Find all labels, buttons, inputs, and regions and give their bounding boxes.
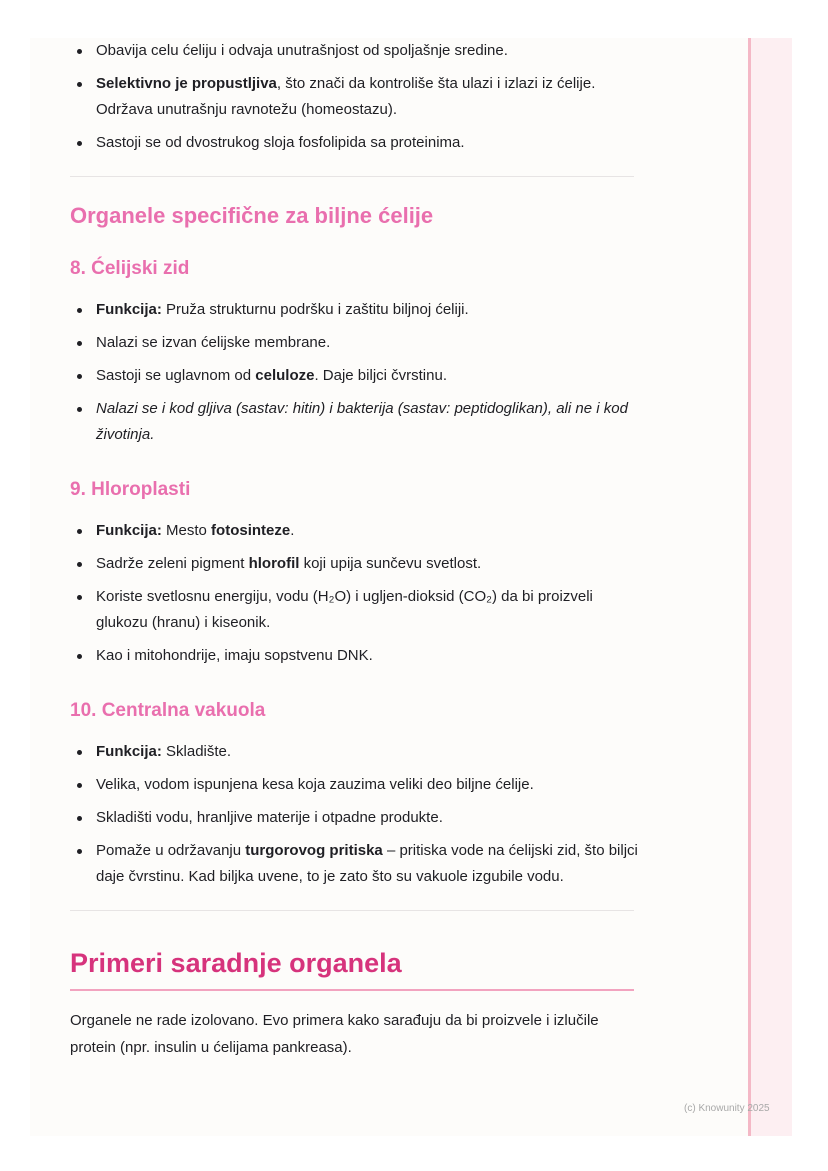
margin-line: [748, 38, 751, 1136]
list-item: Obavija celu ćeliju i odvaja unutrašnjost od spoljašnje sredine.: [70, 38, 640, 64]
section-heading-plant: Organele specifične za biljne ćelije: [70, 203, 434, 228]
vacuole-list: [70, 739, 640, 890]
section-heading-cooperation: Primeri saradnje organela: [70, 948, 402, 978]
divider: [70, 910, 634, 911]
margin-strip: [748, 38, 792, 1136]
list-item: Nalazi se i kod gljiva (sastav: hitin) i bakterija (sastav: peptidoglikan), ali ne i kod životinja.: [70, 396, 640, 448]
chloroplasts-list: [70, 518, 640, 669]
cell-wall-list: [70, 297, 640, 448]
list-item: Selektivno je propustljiva, što znači da kontroliše šta ulazi i izlazi iz ćelije. Održava unutrašnju ravnotežu (homeostazu).: [70, 71, 640, 123]
divider: [70, 176, 634, 177]
membrane-list: [70, 38, 640, 156]
list-item: Kao i mitohondrije, imaju sopstvenu DNK.: [70, 643, 640, 669]
chloroplasts-heading: 9. Hloroplasti: [70, 479, 191, 500]
vacuole-heading: 10. Centralna vakuola: [70, 700, 266, 721]
list-item: Koriste svetlosnu energiju, vodu (H₂O) i ugljen-dioksid (CO₂) da bi proizveli glukozu (hranu) i kiseonik.: [70, 584, 640, 636]
list-item: Velika, vodom ispunjena kesa koja zauzima veliki deo biljne ćelije.: [70, 772, 640, 798]
document-content: [70, 38, 640, 1061]
list-item: Skladišti vodu, hranljive materije i otpadne produkte.: [70, 805, 640, 831]
cooperation-intro: Organele ne rade izolovano. Evo primera kako sarađuju da bi proizvele i izlučile protein (npr. insulin u ćelijama pankreasa).: [70, 1012, 599, 1056]
list-item: Funkcija: Pruža strukturnu podršku i zaštitu biljnoj ćeliji.: [70, 297, 640, 323]
list-item: Nalazi se izvan ćelijske membrane.: [70, 330, 640, 356]
list-item: Funkcija: Mesto fotosinteze.: [70, 518, 640, 544]
list-item: Funkcija: Skladište.: [70, 739, 640, 765]
copyright-footer: (c) Knowunity 2025: [684, 1103, 770, 1114]
list-item: Pomaže u održavanju turgorovog pritiska – pritiska vode na ćelijski zid, što biljci daje čvrstinu. Kad biljka uvene, to je zato što su vakuole izgubile vodu.: [70, 838, 640, 890]
list-item: Sadrže zeleni pigment hlorofil koji upija sunčevu svetlost.: [70, 551, 640, 577]
cell-wall-heading: 8. Ćelijski zid: [70, 258, 190, 279]
list-item: Sastoji se od dvostrukog sloja fosfolipida sa proteinima.: [70, 130, 640, 156]
list-item: Sastoji se uglavnom od celuloze. Daje biljci čvrstinu.: [70, 363, 640, 389]
heading-underline: [70, 989, 634, 991]
